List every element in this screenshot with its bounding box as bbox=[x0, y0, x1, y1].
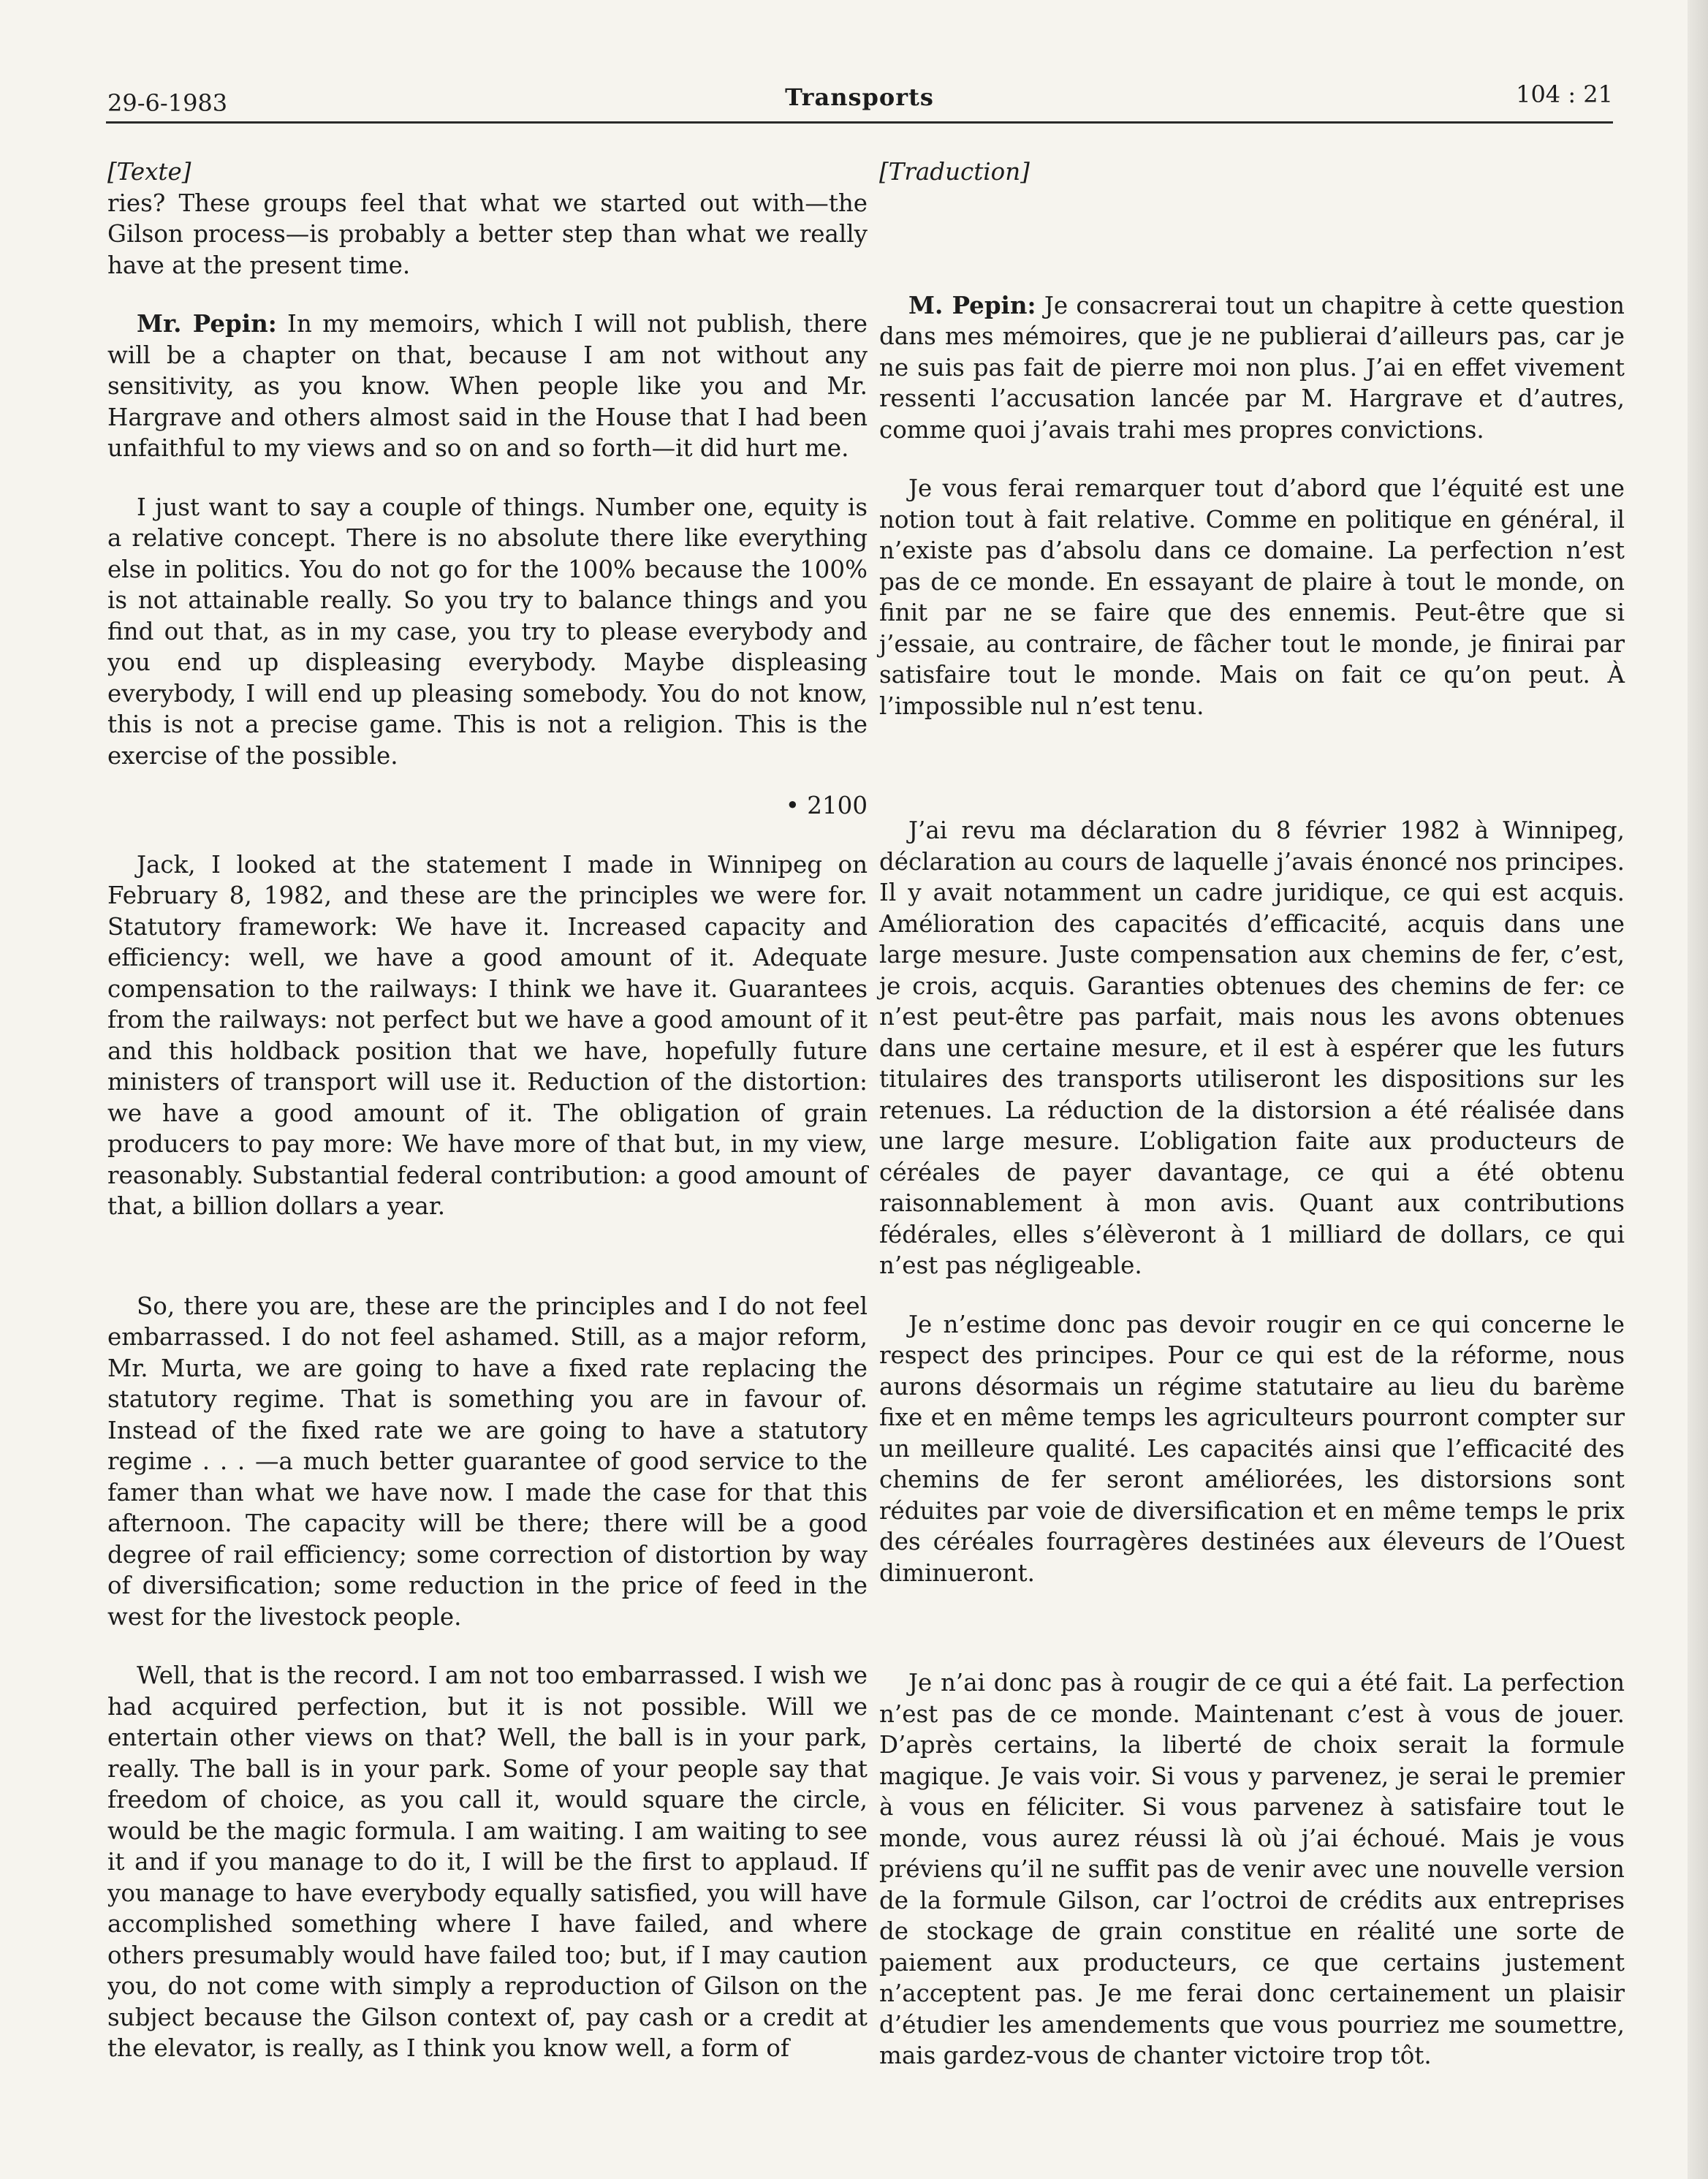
page-edge bbox=[1688, 0, 1708, 2179]
french-column bbox=[879, 156, 1625, 2099]
time-marker: • 2100 bbox=[785, 792, 868, 819]
paragraph: So, there you are, these are the principles and I do not feel embarrassed. I do not feel ashamed. Still, as a major reform, Mr. Murta, we are going to have a fixed rate replacing the statutory regime. That is something you are in favour of. Instead of the fixed rate we are going to have a statutory regime . . . —a much better guarantee of good service to the famer than what we have now. I made the case for that this afternoon. The capacity will be there; there will be a good degree of rail efficiency; some correction of distortion by way of diversification; some reduction in the price of feed in the west for the livestock people. bbox=[107, 1292, 868, 1631]
header-date: 29-6-1983 bbox=[107, 89, 228, 117]
speaker-text: In my memoirs, which I will not publish, there will be a chapter on that, because I am not without any sensitivity, as you know. When people like you and Mr. Hargrave and others almost said in the House that I had been unfaithful to my views and so on and so forth—it did hurt me. bbox=[107, 310, 868, 462]
paragraph: ries? These groups feel that what we started out with—the Gilson process—is probably a better step than what we really have at the present time. bbox=[107, 189, 868, 279]
page-header bbox=[106, 76, 1613, 124]
paragraph: J’ai revu ma déclaration du 8 février 1982 à Winnipeg, déclaration au cours de laquelle j’avais énoncé nos principes. Il y avait notamment un cadre juridique, ce qui est acquis. Amélioration des capacités d’efficacité, acquis dans une large mesure. Juste compensation aux chemins de fer, c’est, je crois, acquis. Garanties obtenues des chemins de fer: ce n’est peut-être pas parfait, mais nous les avons obtenues dans une certaine mesure, et il est à espérer que les futurs titulaires des transports utiliseront les dispositions sur les retenues. La réduction de la distorsion a été réalisée dans une large mesure. L’obligation faite aux producteurs de céréales de payer davantage, ce qui a été obtenu raisonnablement à mon avis. Quant aux contributions fédérales, elles s’élèveront à 1 milliard de dollars, ce qui n’est pas négligeable. bbox=[879, 816, 1625, 1279]
lang-tag-text: [Texte] bbox=[107, 158, 191, 186]
speaker-name: Mr. Pepin: bbox=[137, 309, 277, 338]
header-title: Transports bbox=[785, 83, 934, 111]
speaker-paragraph bbox=[879, 290, 1625, 446]
paragraph: Je n’estime donc pas devoir rougir en ce qui concerne le respect des principes. Pour ce qui est de la réforme, nous aurons désormais un régime statutaire au lieu du barème fixe et en même temps les agriculteurs pourront compter sur un meilleure qualité. Les capacités ainsi que l’efficacité des chemins de fer seront améliorées, les distorsions sont réduites par voie de diversification et en même temps le prix des céréales fourragères destinées aux éleveurs de l’Ouest diminueront. bbox=[879, 1310, 1625, 1587]
paragraph: Je n’ai donc pas à rougir de ce qui a été fait. La perfection n’est pas de ce monde. Maintenant c’est à vous de jouer. D’après certains, la liberté de choix serait la formule magique. Je vais voir. Si vous y parvenez, je serai le premier à vous en féliciter. Si vous parvenez à satisfaire tout le monde, vous aurez réussi là où j’ai échoué. Mais je vous préviens qu’il ne suffit pas de venir avec une nouvelle version de la formule Gilson, car l’octroi de crédits aux entreprises de stockage de grain constitue en réalité une sorte de paiement aux producteurs, ce que certains justement n’acceptent pas. Je me ferai donc certainement un plaisir d’étudier les amendements que vous pourriez me soumettre, mais gardez-vous de chanter victoire trop tôt. bbox=[879, 1669, 1625, 2069]
speaker-name: M. Pepin: bbox=[908, 290, 1036, 319]
paragraph: I just want to say a couple of things. Number one, equity is a relative concept. There is no absolute there like everything else in politics. You do not go for the 100% because the 100% is not attainable really. So you try to balance things and you find out that, as in my case, you try to please everybody and you end up displeasing everybody. Maybe displeasing everybody, I will end up pleasing somebody. You do not know, this is not a precise game. This is not a religion. This is the exercise of the possible. bbox=[107, 493, 868, 770]
paragraph: Well, that is the record. I am not too embarrassed. I wish we had acquired perfection, but it is not possible. Will we entertain other views on that? Well, the ball is in your park, really. The ball is in your park. Some of your people say that freedom of choice, as you call it, would square the circle, would be the magic formula. I am waiting. I am waiting to see it and if you manage to do it, I will be the first to applaud. If you manage to have everybody equally satisfied, you will have accomplished something where I have failed, and where others presumably would have failed too; but, if I may caution you, do not come with simply a reproduction of Gilson on the subject because the Gilson context of, pay cash or a credit at the elevator, is really, as I think you know well, a form of bbox=[107, 1661, 868, 2062]
english-column bbox=[107, 156, 868, 2092]
lang-tag-traduction: [Traduction] bbox=[879, 158, 1030, 186]
paragraph: Jack, I looked at the statement I made in Winnipeg on February 8, 1982, and these are the principles we were for. Statutory framework: We have it. Increased capacity and efficiency: well, we have a good amount of it. Adequate compensation to the railways: I think we have it. Guarantees from the railways: not perfect but we have a good amount of it and this holdback position that we have, hopefully future ministers of transport will use it. Reduction of the distortion: we have a good amount of it. The obligation of grain producers to pay more: We have more of that but, in my view, reasonably. Substantial federal contribution: a good amount of that, a billion dollars a year. bbox=[107, 850, 868, 1220]
speaker-paragraph bbox=[107, 308, 868, 464]
speaker-text: Je consacrerai tout un chapitre à cette question dans mes mémoires, que je ne publierai d’ailleurs pas, car je ne suis pas fait de pierre moi non plus. J’ai en effet vivement ressenti l’accusation lancée par M. Hargrave et d’autres, comme quoi j’avais trahi mes propres convictions. bbox=[879, 291, 1625, 444]
paragraph: Je vous ferai remarquer tout d’abord que l’équité est une notion tout à fait relative. Comme en politique en général, il n’existe pas d’absolu dans ce domaine. La perfection n’est pas de ce monde. En essayant de plaire à tout le monde, on finit par ne se faire que des ennemis. Peut-être que si j’essaie, au contraire, de fâcher tout le monde, je finirai par satisfaire tout le monde. Mais on fait ce qu’on peut. À l’impossible nul n’est tenu. bbox=[879, 474, 1625, 720]
header-page-number: 104 : 21 bbox=[1516, 80, 1613, 108]
